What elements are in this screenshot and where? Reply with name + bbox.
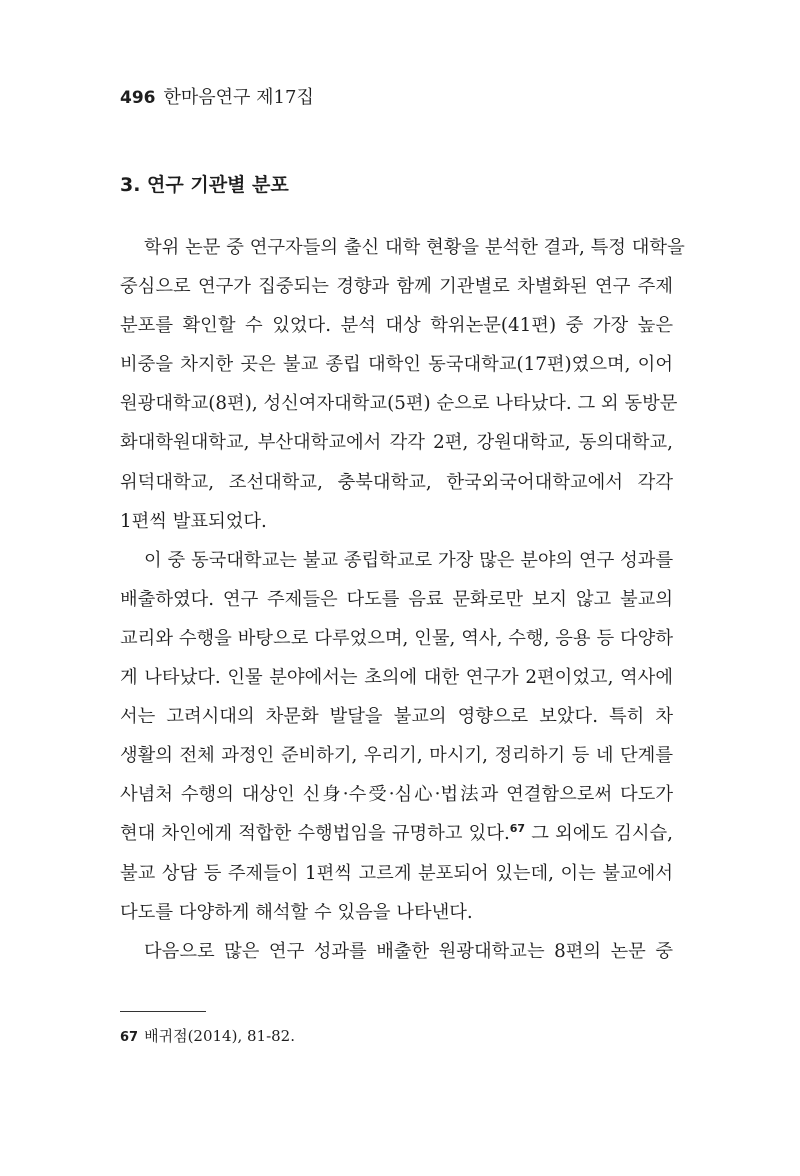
text-line: 비중을 차지한 곳은 불교 종립 대학인 동국대학교(17편)였으며, 이어 <box>120 354 673 376</box>
text-line: 배출하였다. 연구 주제들은 다도를 음료 문화로만 보지 않고 불교의 <box>120 588 673 610</box>
text-line: 분포를 확인할 수 있었다. 분석 대상 학위논문(41편) 중 가장 높은 <box>120 315 673 337</box>
text-line: 교리와 수행을 바탕으로 다루었으며, 인물, 역사, 수행, 응용 등 다양하 <box>120 627 673 649</box>
footnote-number: 67 <box>120 1030 139 1045</box>
footnote-reference: 67 <box>509 822 526 836</box>
body-text <box>120 228 685 971</box>
text-line: 이 중 동국대학교는 불교 종립학교로 가장 많은 분야의 연구 성과를 <box>144 549 674 571</box>
text-line: 위덕대학교, 조선대학교, 충북대학교, 한국외국어대학교에서 각각 <box>120 471 673 493</box>
text-line: 학위 논문 중 연구자들의 출신 대학 현황을 분석한 결과, 특정 대학을 <box>144 237 685 258</box>
text-line: 다도를 다양하게 해석할 수 있음을 나타낸다. <box>120 901 473 923</box>
text-line: 서는 고려시대의 차문화 발달을 불교의 영향으로 보았다. 특히 차 <box>120 706 673 728</box>
section-heading: 3. 연구 기관별 분포 <box>120 174 289 196</box>
footnote-text: 배귀점(2014), 81-82. <box>144 1027 295 1045</box>
text-segment: 그 외에도 김시습, <box>525 823 673 845</box>
text-line: 게 나타났다. 인물 분야에서는 초의에 대한 연구가 2편이었고, 역사에 <box>120 667 673 689</box>
running-header <box>120 86 314 110</box>
text-line: 원광대학교(8편), 성신여자대학교(5편) 순으로 나타났다. 그 외 동방문 <box>120 393 678 415</box>
text-line: 다음으로 많은 연구 성과를 배출한 원광대학교는 8편의 논문 중 <box>144 940 673 962</box>
text-line: 불교 상담 등 주제들이 1편씩 고르게 분포되어 있는데, 이는 불교에서 <box>120 862 673 884</box>
text-line-with-footnote <box>120 814 673 853</box>
journal-title: 한마음연구 제17집 <box>163 87 314 108</box>
page-number: 496 <box>120 88 156 108</box>
footnote <box>120 1026 295 1048</box>
text-line: 중심으로 연구가 집중되는 경향과 함께 기관별로 차별화된 연구 주제 <box>120 276 673 298</box>
text-line: 1편씩 발표되었다. <box>120 510 267 532</box>
text-line: 생활의 전체 과정인 준비하기, 우리기, 마시기, 정리하기 등 네 단계를 <box>120 745 673 767</box>
text-line: 화대학원대학교, 부산대학교에서 각각 2편, 강원대학교, 동의대학교, <box>120 432 673 454</box>
text-segment: 현대 차인에게 적합한 수행법임을 규명하고 있다. <box>120 823 510 845</box>
footnote-divider <box>120 1011 206 1012</box>
text-line: 사념처 수행의 대상인 신身·수受·심心·법法과 연결함으로써 다도가 <box>120 784 673 806</box>
